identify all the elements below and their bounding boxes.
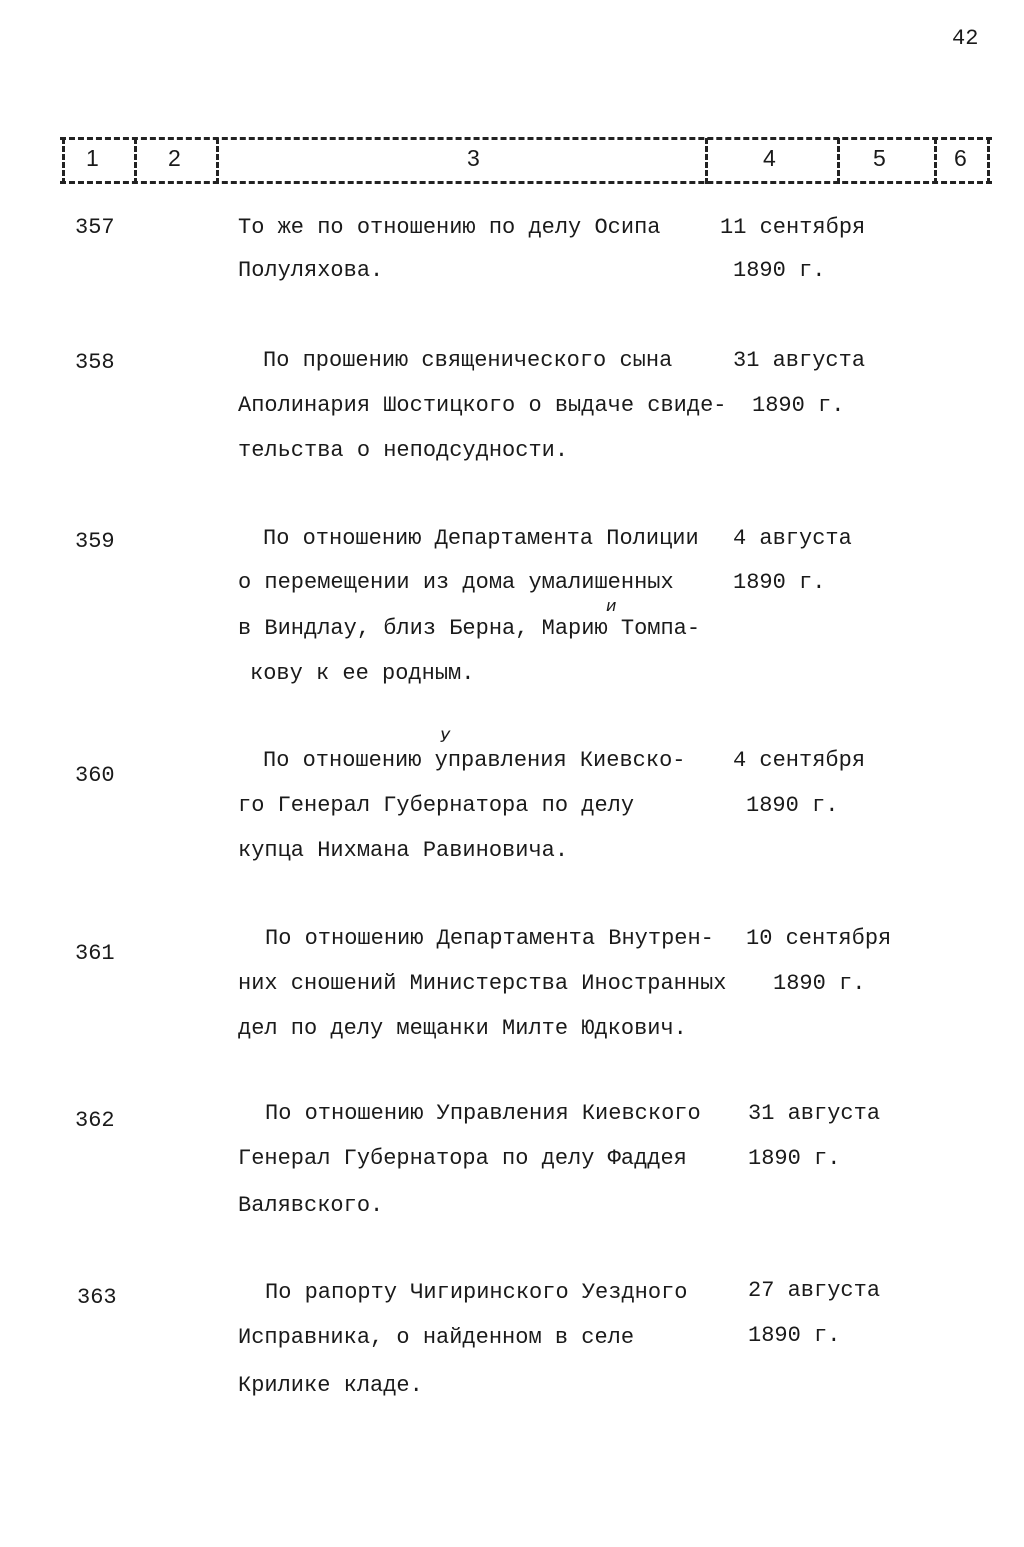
header-col-4: 4 bbox=[763, 145, 776, 171]
entry-date-line: 27 августа bbox=[748, 1278, 881, 1303]
entry-number: 363 bbox=[77, 1285, 117, 1310]
header-col-2: 2 bbox=[168, 145, 181, 171]
entry-text-line: тельства о неподсудности. bbox=[238, 438, 569, 463]
entry-date-line: 31 августа bbox=[733, 348, 866, 373]
entry-text-line: Валявского. bbox=[238, 1193, 384, 1218]
entry-number: 361 bbox=[75, 941, 115, 966]
entry-text-line: По отношению управления Киевско- bbox=[263, 748, 686, 773]
entry-text-line: кову к ее родным. bbox=[250, 661, 475, 686]
header-top-rule bbox=[60, 137, 992, 140]
entry-date-line: 4 сентября bbox=[733, 748, 866, 773]
entry-text-line: Полуляхова. bbox=[238, 258, 384, 283]
entry-number: 359 bbox=[75, 529, 115, 554]
handwritten-correction: У bbox=[440, 727, 450, 746]
handwritten-correction: и bbox=[606, 596, 617, 615]
entry-date-line: 11 сентября bbox=[720, 215, 866, 240]
page-number: 42 bbox=[952, 26, 979, 51]
entry-text-line: го Генерал Губернатора по делу bbox=[238, 793, 635, 818]
header-bottom-rule bbox=[60, 181, 992, 184]
column-separator bbox=[934, 138, 937, 184]
entry-date-line: 1890 г. bbox=[733, 570, 826, 595]
entry-text-line: По отношению Департамента Полиции bbox=[263, 526, 699, 551]
entry-date-line: 1890 г. bbox=[748, 1146, 841, 1171]
column-separator bbox=[62, 138, 65, 184]
entry-text-line: То же по отношению по делу Осипа bbox=[238, 215, 661, 240]
entry-text-line: дел по делу мещанки Милте Юдкович. bbox=[238, 1016, 687, 1041]
column-separator bbox=[987, 138, 990, 184]
entry-date-line: 1890 г. bbox=[748, 1323, 841, 1348]
entry-text-line: Исправника, о найденном в селе bbox=[238, 1325, 635, 1350]
entry-number: 358 bbox=[75, 350, 115, 375]
entry-date-line: 31 августа bbox=[748, 1101, 881, 1126]
header-col-6: 6 bbox=[954, 145, 967, 171]
entry-text-line: Крилике кладе. bbox=[238, 1373, 423, 1398]
entry-text-line: По отношению Управления Киевского bbox=[265, 1101, 701, 1126]
column-separator bbox=[705, 138, 708, 184]
entry-date-line: 1890 г. bbox=[733, 258, 826, 283]
column-separator bbox=[837, 138, 840, 184]
column-separator bbox=[134, 138, 137, 184]
entry-text-line: Генерал Губернатора по делу Фаддея bbox=[238, 1146, 687, 1171]
entry-text-line: По рапорту Чигиринского Уездного bbox=[265, 1280, 688, 1305]
entry-date-line: 4 августа bbox=[733, 526, 852, 551]
entry-text-line: них сношений Министерства Иностранных bbox=[238, 971, 727, 996]
entry-text-line: купца Нихмана Равиновича. bbox=[238, 838, 569, 863]
entry-text-line: о перемещении из дома умалишенных bbox=[238, 570, 674, 595]
entry-date-line: 1890 г. bbox=[746, 793, 839, 818]
column-separator bbox=[216, 138, 219, 184]
entry-date-line: 1890 г. bbox=[773, 971, 866, 996]
entry-number: 360 bbox=[75, 763, 115, 788]
header-col-5: 5 bbox=[873, 145, 886, 171]
entry-number: 362 bbox=[75, 1108, 115, 1133]
entry-text-line: в Виндлау, близ Берна, Марию Томпа- bbox=[238, 616, 701, 641]
entry-date-line: 10 сентября bbox=[746, 926, 892, 951]
header-col-3: 3 bbox=[467, 145, 480, 171]
entry-text-line: По отношению Департамента Внутрен- bbox=[265, 926, 714, 951]
entry-number: 357 bbox=[75, 215, 115, 240]
header-col-1: 1 bbox=[86, 145, 99, 171]
entry-text-line: Аполинария Шостицкого о выдаче свиде- bbox=[238, 393, 727, 418]
entry-date-line: 1890 г. bbox=[752, 393, 845, 418]
entry-text-line: По прошению священического сына bbox=[263, 348, 673, 373]
